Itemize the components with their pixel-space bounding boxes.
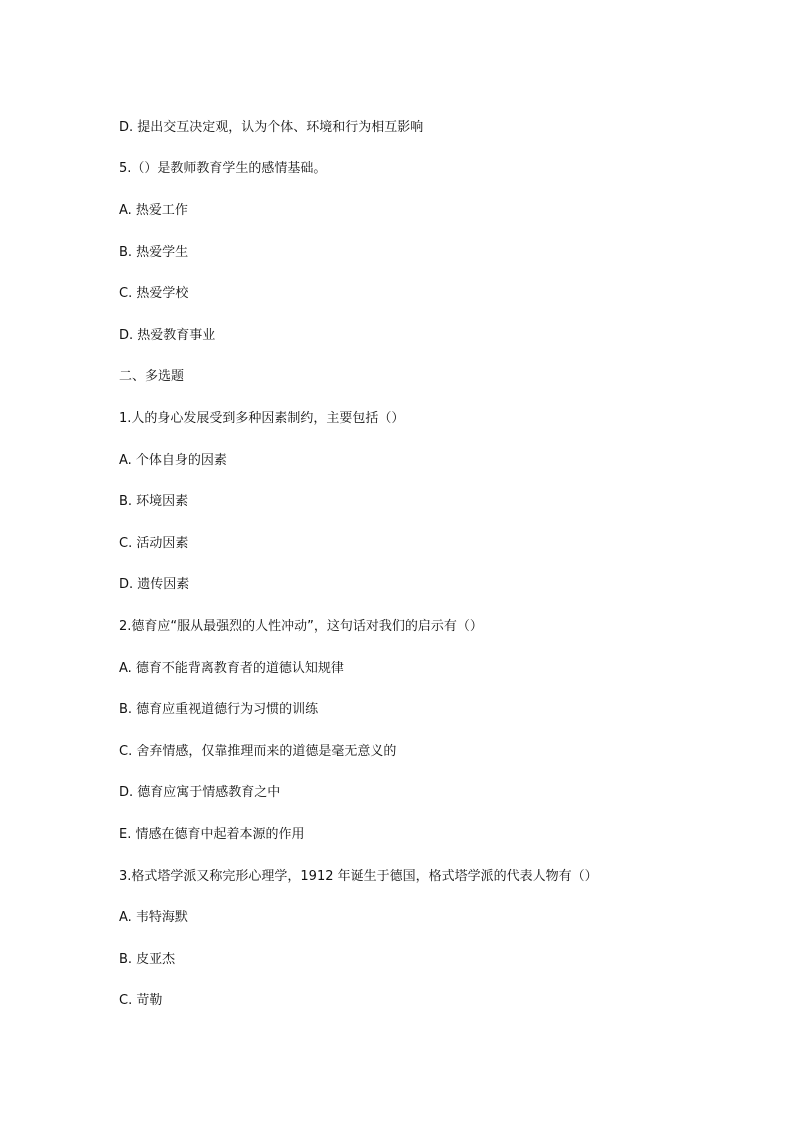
question-1-option-b: B. 环境因素 (119, 494, 189, 509)
question-5-option-a: A. 热爱工作 (119, 203, 188, 218)
question-1: 1.人的身心发展受到多种因素制约，主要包括（） (119, 411, 405, 426)
question-1-option-a: A. 个体自身的因素 (119, 453, 227, 468)
question-3: 3.格式塔学派又称完形心理学，1912 年诞生于德国，格式塔学派的代表人物有（） (119, 869, 598, 884)
question-5: 5.（）是教师教育学生的感情基础。 (119, 161, 327, 176)
question-3-option-a: A. 韦特海默 (119, 910, 188, 925)
question-5-option-c: C. 热爱学校 (119, 286, 189, 301)
question-3-option-c: C. 苛勒 (119, 993, 163, 1008)
question-1-option-c: C. 活动因素 (119, 536, 189, 551)
question-2-option-b: B. 德育应重视道德行为习惯的训练 (119, 702, 319, 717)
question-2-option-c: C. 舍弃情感，仅靠推理而来的道德是毫无意义的 (119, 744, 397, 759)
question-3-option-b: B. 皮亚杰 (119, 952, 176, 967)
question-5-option-b: B. 热爱学生 (119, 245, 189, 260)
question-5-option-d: D. 热爱教育事业 (119, 328, 216, 343)
section-heading-multiple-choice: 二、多选题 (119, 369, 185, 384)
question-2-option-e: E. 情感在德育中起着本源的作用 (119, 827, 305, 842)
question-1-option-d: D. 遗传因素 (119, 577, 190, 592)
question-2: 2.德育应“服从最强烈的人性冲动”，这句话对我们的启示有（） (119, 619, 483, 634)
option-d-interaction-view: D. 提出交互决定观，认为个体、环境和行为相互影响 (119, 120, 424, 135)
question-2-option-a: A. 德育不能背离教育者的道德认知规律 (119, 661, 344, 676)
question-2-option-d: D. 德育应寓于情感教育之中 (119, 785, 281, 800)
